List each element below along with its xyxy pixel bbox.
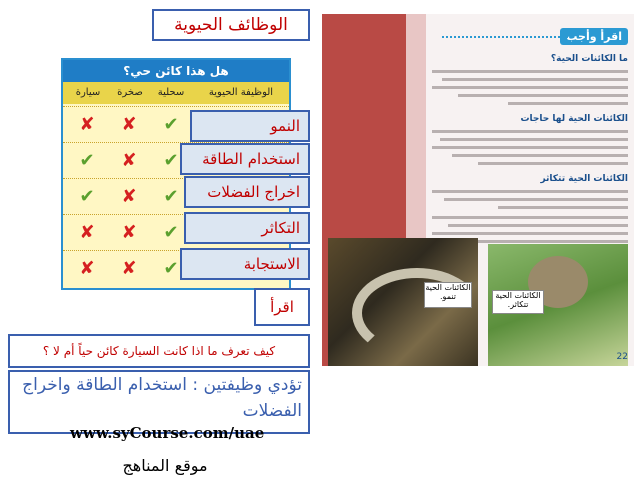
text-line bbox=[442, 78, 628, 81]
tick-icon: ✔ bbox=[79, 150, 95, 171]
column-header-car: سيارة bbox=[75, 87, 101, 98]
page-number: 22 bbox=[616, 352, 628, 362]
read-table-label: اقرأ bbox=[254, 288, 310, 326]
cross-icon: ✘ bbox=[79, 114, 95, 135]
text-line bbox=[444, 198, 628, 201]
tick-icon: ✔ bbox=[163, 114, 179, 135]
tick-icon: ✔ bbox=[163, 186, 179, 207]
function-label-reproduction: التكاثر bbox=[184, 212, 310, 244]
text-line bbox=[458, 94, 628, 97]
answer-text: تؤدي وظيفتين : استخدام الطاقة واخراج الفضلات bbox=[8, 370, 310, 434]
cross-icon: ✘ bbox=[121, 258, 137, 279]
section-badge: اقرأ وأجب bbox=[560, 28, 628, 45]
textbook-page-image bbox=[322, 14, 634, 366]
text-line bbox=[498, 206, 628, 209]
tick-icon: ✔ bbox=[163, 222, 179, 243]
tick-icon: ✔ bbox=[79, 186, 95, 207]
function-label-growth: النمو bbox=[190, 110, 310, 142]
cross-icon: ✘ bbox=[79, 258, 95, 279]
function-label-energy-use: استخدام الطاقة bbox=[180, 143, 310, 175]
question-text: كيف تعرف ما اذا كانت السيارة كائن حياً أم لا ؟ bbox=[8, 334, 310, 368]
column-header-rock: صخرة bbox=[117, 87, 143, 98]
text-line bbox=[440, 138, 628, 141]
cross-icon: ✘ bbox=[121, 186, 137, 207]
cross-icon: ✘ bbox=[121, 150, 137, 171]
site-url: www.syCourse.com/uae bbox=[70, 424, 265, 442]
cross-icon: ✘ bbox=[121, 222, 137, 243]
column-header-lizard: سحلية bbox=[157, 87, 185, 98]
site-name: موقع المناهج bbox=[122, 456, 208, 475]
text-line bbox=[448, 224, 628, 227]
text-line bbox=[432, 232, 628, 235]
text-line bbox=[452, 154, 628, 157]
section-heading: الكائنات الحية تتكاثر bbox=[540, 174, 628, 184]
function-label-waste-removal: اخراج الفضلات bbox=[184, 176, 310, 208]
text-line bbox=[432, 146, 628, 149]
text-line bbox=[432, 190, 628, 193]
dotted-rule bbox=[442, 36, 572, 38]
cross-icon: ✘ bbox=[79, 222, 95, 243]
text-line bbox=[478, 162, 628, 165]
bird-caption: الكائنات الحية تتكاثر. bbox=[492, 290, 544, 314]
text-line bbox=[432, 86, 628, 89]
table-heading: هل هذا كائن حي؟ bbox=[63, 60, 289, 82]
text-line bbox=[432, 216, 628, 219]
snake-caption: الكائنات الحية تنمو. bbox=[424, 282, 472, 308]
text-line bbox=[432, 130, 628, 133]
table-header-row bbox=[63, 82, 289, 104]
page-title: الوظائف الحيوية bbox=[152, 9, 310, 41]
tick-icon: ✔ bbox=[163, 258, 179, 279]
section-heading: ما الكائنات الحية؟ bbox=[550, 54, 628, 64]
text-line bbox=[508, 102, 628, 105]
section-heading: الكائنات الحية لها حاجات bbox=[520, 114, 628, 124]
text-line bbox=[432, 70, 628, 73]
text-line bbox=[468, 240, 628, 243]
snake-photo bbox=[328, 238, 478, 366]
bird-photo bbox=[488, 244, 628, 366]
function-label-response: الاستجابة bbox=[180, 248, 310, 280]
cross-icon: ✘ bbox=[121, 114, 137, 135]
column-header-function: الوظيفة الحيوية bbox=[208, 87, 274, 98]
tick-icon: ✔ bbox=[163, 150, 179, 171]
